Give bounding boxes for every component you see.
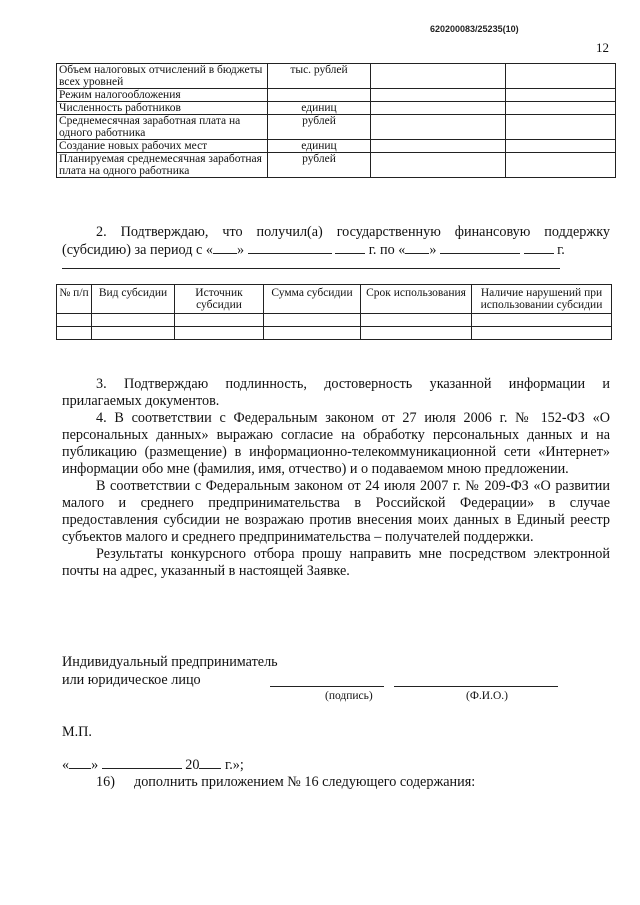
table-cell[interactable]	[57, 327, 92, 340]
indicator-name: Создание новых рабочих мест	[57, 140, 268, 153]
table-cell[interactable]	[472, 327, 612, 340]
column-header: № п/п	[57, 285, 92, 314]
indicator-name: Планируемая среднемесячная заработная плата на одного работника	[57, 153, 268, 178]
table-row	[57, 102, 616, 115]
underline-field[interactable]	[62, 268, 560, 269]
indicator-value[interactable]	[371, 89, 506, 102]
date-line	[62, 756, 244, 774]
table-cell[interactable]	[472, 314, 612, 327]
document-number: 620200083/25235(10)	[430, 24, 519, 34]
column-header: Вид субсидии	[92, 285, 175, 314]
table-cell[interactable]	[361, 314, 472, 327]
item2-text: »	[236, 242, 245, 258]
table-cell[interactable]	[92, 327, 175, 340]
amendment-text: дополнить приложением № 16 следующего содержания:	[134, 774, 476, 790]
table-cell[interactable]	[92, 314, 175, 327]
indicator-unit: рублей	[268, 115, 371, 140]
table-cell[interactable]	[175, 314, 264, 327]
indicator-unit: рублей	[268, 153, 371, 178]
table-row	[57, 140, 616, 153]
amendment-number: 16)	[96, 774, 115, 790]
table-row	[57, 153, 616, 178]
indicator-value[interactable]	[371, 64, 506, 89]
indicator-unit: единиц	[268, 102, 371, 115]
year-prefix: 20	[185, 757, 200, 773]
page-number: 12	[596, 40, 609, 55]
month-field[interactable]	[440, 241, 520, 254]
year-field[interactable]	[199, 756, 221, 769]
indicator-value[interactable]	[506, 140, 616, 153]
indicator-value[interactable]	[506, 64, 616, 89]
table-header-row	[57, 285, 612, 314]
indicator-value[interactable]	[371, 102, 506, 115]
table-row	[57, 314, 612, 327]
year-field[interactable]	[335, 241, 365, 254]
indicator-name: Режим налогообложения	[57, 89, 268, 102]
column-header: Сумма субсидии	[264, 285, 361, 314]
signature-caption: (подпись)	[325, 690, 373, 702]
indicator-unit: единиц	[268, 140, 371, 153]
day-field[interactable]	[213, 241, 237, 254]
consent-paragraphs	[62, 376, 610, 580]
table-row	[57, 115, 616, 140]
item2-text: г.	[557, 242, 565, 258]
column-header: Источник субсидии	[175, 285, 264, 314]
signer-label-2: или юридическое лицо	[62, 672, 201, 688]
indicator-unit	[268, 89, 371, 102]
table-row	[57, 64, 616, 89]
stamp-label: М.П.	[62, 724, 92, 740]
table-row	[57, 89, 616, 102]
fio-line[interactable]	[394, 686, 558, 687]
table-cell[interactable]	[57, 314, 92, 327]
indicator-value[interactable]	[506, 89, 616, 102]
year-suffix: г.»;	[225, 757, 244, 773]
indicator-name: Численность работников	[57, 102, 268, 115]
indicators-table	[56, 63, 616, 178]
indicator-value[interactable]	[371, 153, 506, 178]
item2-text: 2. Подтверждаю, что получил(а) государственную финансовую поддержку (субсидию) за период с «	[62, 224, 610, 258]
indicator-value[interactable]	[371, 140, 506, 153]
table-cell[interactable]	[175, 327, 264, 340]
year-field[interactable]	[524, 241, 554, 254]
indicator-value[interactable]	[506, 115, 616, 140]
day-field[interactable]	[405, 241, 429, 254]
indicator-value[interactable]	[506, 102, 616, 115]
table-cell[interactable]	[361, 327, 472, 340]
column-header: Срок использования	[361, 285, 472, 314]
column-header: Наличие нарушений при использовании субсидии	[472, 285, 612, 314]
indicator-value[interactable]	[371, 115, 506, 140]
day-field[interactable]	[69, 756, 91, 769]
paragraph-6: Результаты конкурсного отбора прошу направить мне посредством электронной почты на адрес, указанный в настоящей Заявке.	[62, 546, 610, 579]
fio-caption: (Ф.И.О.)	[466, 690, 508, 702]
subsidy-table	[56, 284, 612, 340]
confirmation-item-2	[62, 224, 610, 259]
paragraph-5: В соответствии с Федеральным законом от 24 июля 2007 г. № 209-ФЗ «О развитии малого и среднего предпринимательства в Российской Федерации» в случае предоставления субсидии не возражаю против внесения моих данных в Единый реестр субъектов малого и среднего предпринимательства – получателей поддержки.	[62, 478, 610, 545]
month-field[interactable]	[248, 241, 332, 254]
table-cell[interactable]	[264, 327, 361, 340]
paragraph-3: 3. Подтверждаю подлинность, достоверность указанной информации и прилагаемых документов.	[62, 376, 610, 409]
item2-text: »	[429, 242, 437, 258]
signature-line[interactable]	[270, 686, 384, 687]
date-quote: «	[62, 757, 70, 773]
item2-text: г. по «	[368, 242, 406, 258]
date-quote: »	[91, 757, 99, 773]
indicator-name: Объем налоговых отчислений в бюджеты всех уровней	[57, 64, 268, 89]
indicator-value[interactable]	[506, 153, 616, 178]
month-field[interactable]	[102, 756, 182, 769]
indicator-unit: тыс. рублей	[268, 64, 371, 89]
signer-label-1: Индивидуальный предприниматель	[62, 654, 278, 670]
table-cell[interactable]	[264, 314, 361, 327]
paragraph-4: 4. В соответствии с Федеральным законом от 27 июля 2006 г. № 152-ФЗ «О персональных данных» выражаю согласие на обработку персональных данных и на публикацию (размещение) в информационно-телекоммуникационной сети «Интернет» информации обо мне (фамилия, имя, отчество) и о подаваемом мною предложении.	[62, 410, 610, 477]
table-row	[57, 327, 612, 340]
indicator-name: Среднемесячная заработная плата на одного работника	[57, 115, 268, 140]
